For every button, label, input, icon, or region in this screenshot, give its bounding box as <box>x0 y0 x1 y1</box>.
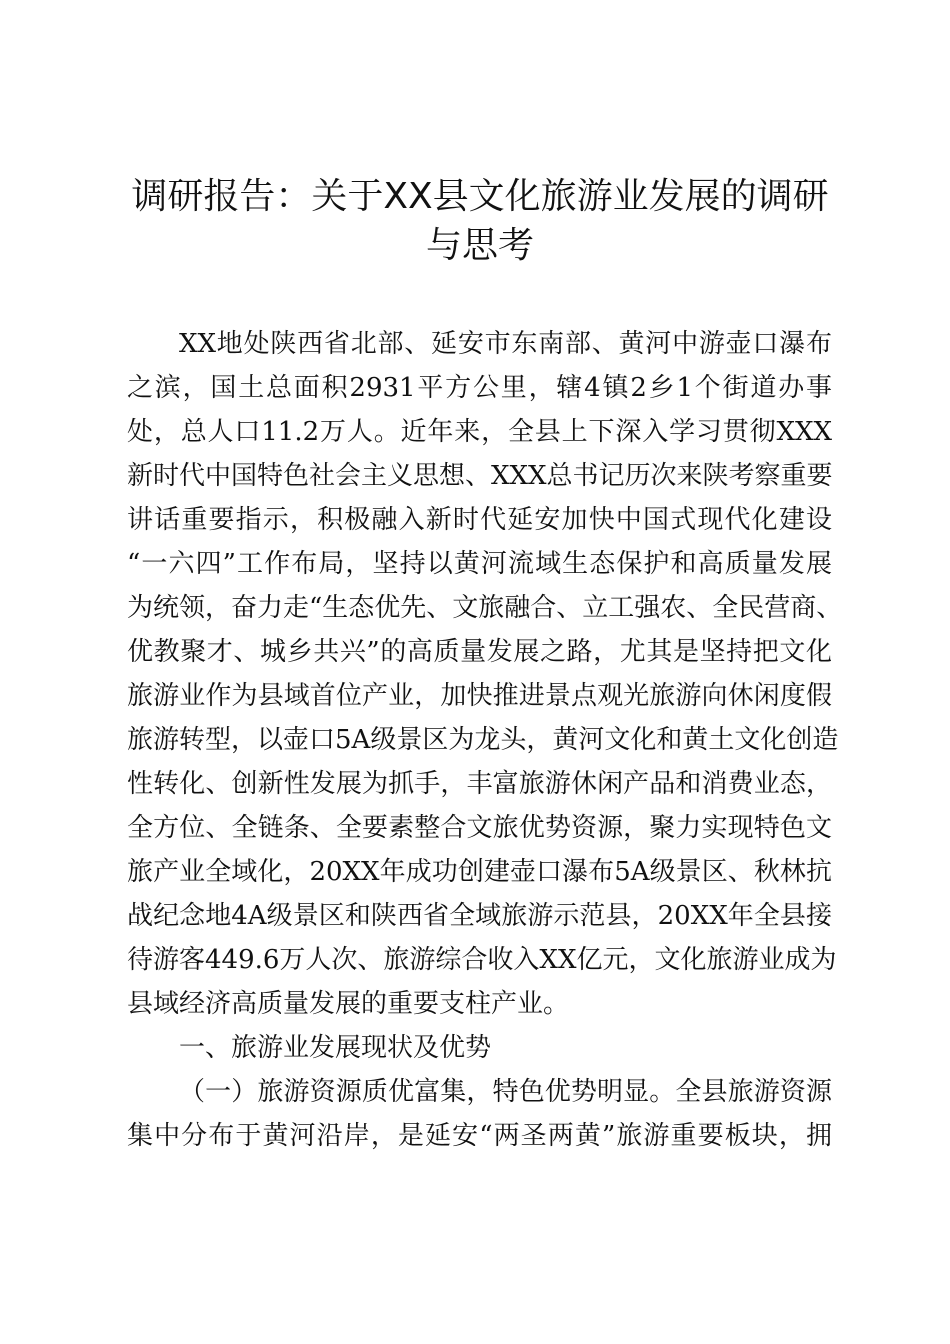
text-line: 全方位、全链条、全要素整合文旅优势资源，聚力实现特色文 <box>127 813 832 843</box>
text-line: 之滨，国土总面积2931平方公里，辖4镇2乡1个街道办事 <box>127 373 832 403</box>
text-line: 旅游业作为县域首位产业，加快推进景点观光旅游向休闲度假 <box>127 681 832 711</box>
title-line-1: 调研报告：关于XX县文化旅游业发展的调研 <box>131 176 829 217</box>
text-line: 性转化、创新性发展为抓手，丰富旅游休闲产品和消费业态， <box>127 769 832 799</box>
text-line: “一六四”工作布局，坚持以黄河流域生态保护和高质量发展 <box>127 549 832 579</box>
document-title <box>100 172 860 270</box>
text-line: 为统领，奋力走“生态优先、文旅融合、立工强农、全民营商、 <box>127 593 843 623</box>
text-line: 讲话重要指示，积极融入新时代延安加快中国式现代化建设 <box>127 505 832 535</box>
document-body <box>127 322 843 1158</box>
text-line: XX地处陕西省北部、延安市东南部、黄河中游壶口瀑布 <box>179 329 832 359</box>
text-line: 优教聚才、城乡共兴”的高质量发展之路，尤其是坚持把文化 <box>127 637 832 667</box>
text-line: 待游客449.6万人次、旅游综合收入XX亿元，文化旅游业成为 <box>127 945 837 975</box>
text-line: 新时代中国特色社会主义思想、XXX总书记历次来陕考察重要 <box>127 461 833 491</box>
text-line: 旅产业全域化，20XX年成功创建壶口瀑布5A级景区、秋林抗 <box>127 857 832 887</box>
text-line: （一）旅游资源质优富集，特色优势明显。全县旅游资源 <box>179 1077 832 1107</box>
section-heading: 一、旅游业发展现状及优势 <box>179 1033 492 1063</box>
text-line: 处，总人口11.2万人。近年来，全县上下深入学习贯彻XXX <box>127 417 832 447</box>
intro-paragraph <box>127 322 843 1026</box>
text-line: 战纪念地4A级景区和陕西省全域旅游示范县，20XX年全县接 <box>127 901 832 931</box>
title-line-2: 与思考 <box>425 225 534 266</box>
text-line: 集中分布于黄河沿岸，是延安“两圣两黄”旅游重要板块，拥 <box>127 1121 832 1151</box>
text-line: 旅游转型，以壶口5A级景区为龙头，黄河文化和黄土文化创造 <box>127 725 839 755</box>
text-line: 县域经济高质量发展的重要支柱产业。 <box>127 989 570 1019</box>
section-paragraph <box>127 1070 832 1158</box>
